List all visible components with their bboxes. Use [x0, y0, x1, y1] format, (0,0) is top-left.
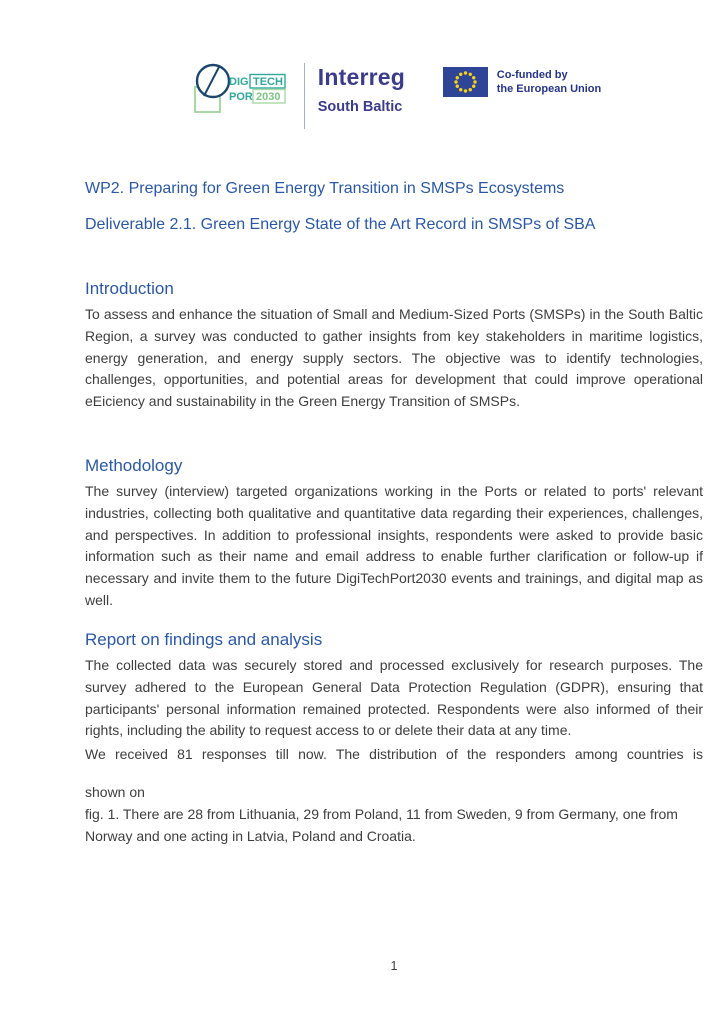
title-line-2: Deliverable 2.1. Green Energy State of the Art Record in SMSPs of SBA — [85, 216, 596, 233]
svg-text:DIG: DIG — [228, 76, 249, 88]
section-heading-report: Report on findings and analysis — [85, 630, 323, 649]
fig1-text: fig. 1. There are 28 from Lithuania, 29 from Poland, 11 from Sweden, 9 from Germany, one from Norway and one acting in Latvia, Poland and Croatia. — [85, 805, 678, 844]
digitechport2030-logo — [187, 60, 291, 122]
paragraph-distribution-fig1 — [85, 782, 703, 847]
svg-text:POR: POR — [228, 91, 253, 103]
interreg-program: South Baltic — [317, 99, 403, 115]
section-heading-introduction: Introduction — [85, 279, 174, 298]
document-title — [85, 178, 703, 235]
eu-cofunded-line2: the European Union — [496, 83, 602, 95]
section-introduction — [85, 278, 703, 413]
eu-cofunded-line1: Co-funded by — [496, 69, 568, 81]
methodology-paragraph: The survey (interview) targeted organizations working in the Ports or related to ports' relevant industries, collecting both qualitative and quantitative data regarding their experiences, challenges, and perspectives. In addition to professional insights, respondents were asked to provide basic information such as their name and email address to enable further clarification or follow-up if necessary and invite them to the future DigiTechPort2030 events and trainings, and digital map as well. — [85, 483, 703, 608]
svg-text:TECH: TECH — [252, 76, 283, 88]
header-logos — [85, 60, 703, 129]
logo-divider — [304, 63, 305, 129]
responses-received-text: We received 81 responses till now. The distribution of the responders among countries is — [85, 746, 703, 762]
interreg-name: Interreg — [317, 64, 405, 90]
digitechport2030-logo-icon — [187, 60, 291, 122]
section-methodology — [85, 455, 703, 612]
eu-cofunded-text — [497, 68, 602, 97]
eu-flag-icon — [443, 67, 488, 97]
report-paragraph-gdpr: The collected data was securely stored and processed exclusively for research purposes. The survey adhered to the European General Data Protection Regulation (GDPR), ensuring that participants' personal information remained protected. Respondents were also informed of their rights, including the ability to request access to or delete their data at any time. — [85, 657, 703, 739]
eu-cofunded-logo — [443, 66, 602, 97]
section-heading-methodology: Methodology — [85, 456, 183, 475]
section-report-findings — [85, 629, 703, 742]
title-line-1: WP2. Preparing for Green Energy Transition in SMSPs Ecosystems — [85, 180, 565, 197]
introduction-paragraph: To assess and enhance the situation of Small and Medium-Sized Ports (SMSPs) in the South Baltic Region, a survey was conducted to gather insights from key stakeholders in maritime logistics, energy generation, and energy supply sectors. The objective was to identify technologies, challenges, opportunities, and potential areas for development that could improve operational eEiciency and sustainability in the Green Energy Transition of SMSPs. — [85, 306, 703, 410]
svg-text:2030: 2030 — [255, 91, 281, 103]
shown-on-text: shown on — [85, 784, 145, 800]
page-number: 1 — [390, 959, 398, 973]
paragraph-responses-received — [85, 744, 703, 766]
interreg-south-baltic-logo — [318, 65, 420, 115]
